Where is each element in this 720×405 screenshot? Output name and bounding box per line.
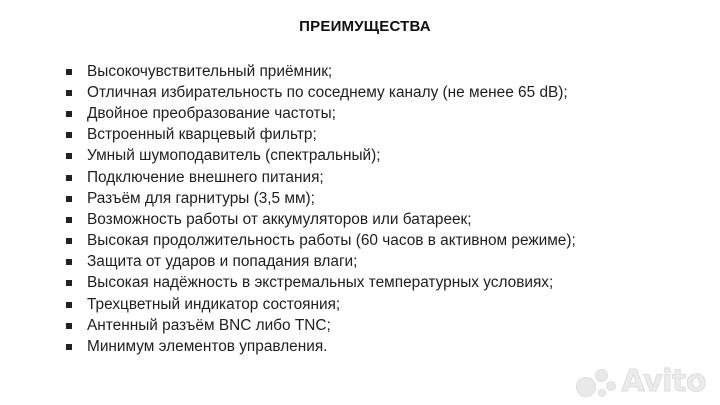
bullet-icon (66, 196, 72, 202)
bullet-icon (66, 153, 72, 159)
list-item-text: Высокочувствительный приёмник; (87, 62, 333, 80)
list-item (66, 82, 576, 103)
list-item-text: Разъём для гарнитуры (3,5 мм); (87, 189, 315, 207)
list-item-text: Антенный разъём BNC либо TNC; (87, 316, 331, 334)
list-item-text: Возможность работы от аккумуляторов или батареек; (87, 210, 472, 228)
bullet-icon (66, 238, 72, 244)
avito-logo-icon (576, 367, 616, 397)
list-item (66, 336, 576, 357)
bullet-icon (66, 217, 72, 223)
list-item (66, 167, 576, 188)
list-item-text: Подключение внешнего питания; (87, 168, 324, 186)
list-item (66, 61, 576, 82)
list-item-text: Двойное преобразование частоты; (87, 104, 336, 122)
bullet-icon (66, 111, 72, 117)
list-item-text: Трехцветный индикатор состояния; (87, 295, 341, 313)
list-item (66, 273, 576, 294)
list-item (66, 294, 576, 315)
list-item (66, 125, 576, 146)
bullet-icon (66, 69, 72, 75)
list-item-text: Высокая продолжительность работы (60 часов в активном режиме); (87, 232, 576, 250)
list-item-text: Умный шумоподавитель (спектральный); (87, 147, 381, 165)
bullet-icon (66, 132, 72, 138)
watermark-text: Avito (621, 364, 706, 399)
bullet-icon (66, 323, 72, 329)
watermark (576, 364, 706, 399)
list-item-text: Высокая надёжность в экстремальных температурных условиях; (87, 274, 554, 292)
feature-list (66, 61, 576, 358)
list-item (66, 146, 576, 167)
bullet-icon (66, 344, 72, 350)
list-item (66, 209, 576, 230)
list-item-text: Защита от ударов и попадания влаги; (87, 253, 358, 271)
list-item-text: Отличная избирательность по соседнему каналу (не менее 65 dB); (87, 83, 568, 101)
list-item (66, 231, 576, 252)
list-item (66, 188, 576, 209)
bullet-icon (66, 280, 72, 286)
bullet-icon (66, 259, 72, 265)
bullet-icon (66, 90, 72, 96)
list-item (66, 315, 576, 336)
list-item (66, 103, 576, 124)
list-item-text: Встроенный кварцевый фильтр; (87, 126, 317, 144)
list-item-text: Минимум элементов управления. (87, 338, 328, 356)
list-item (66, 252, 576, 273)
bullet-icon (66, 175, 72, 181)
bullet-icon (66, 302, 72, 308)
page-title: ПРЕИМУЩЕСТВА (299, 18, 431, 35)
